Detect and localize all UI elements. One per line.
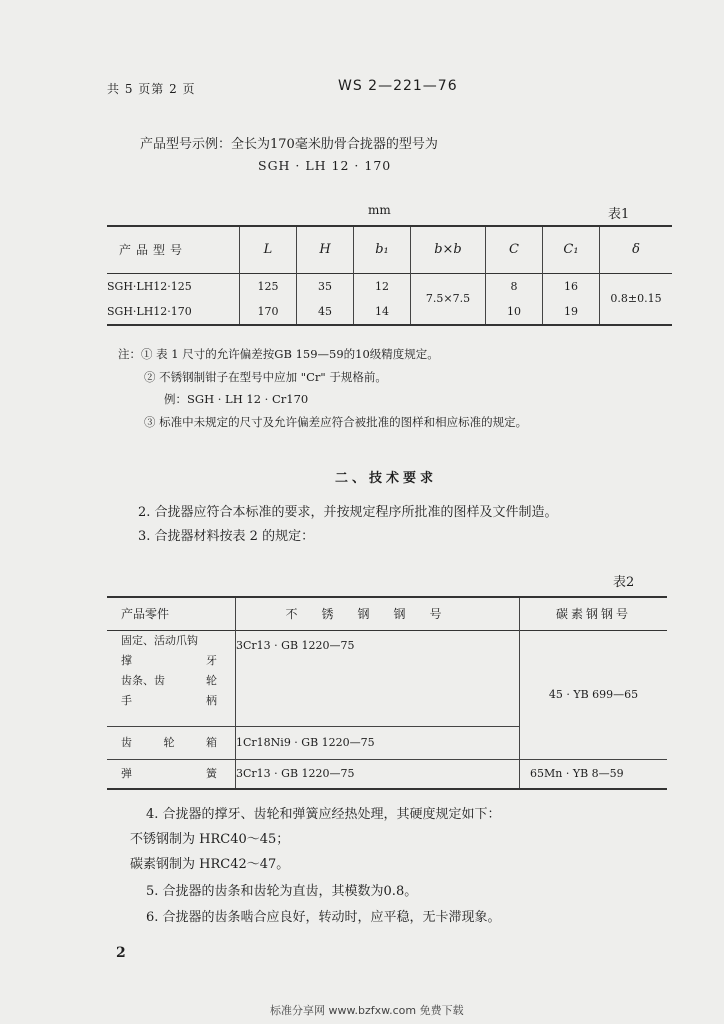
part-name: 齿 轮 箱	[121, 735, 217, 749]
note-2-example: 例：SGH · LH 12 · Cr170	[164, 392, 309, 406]
stainless-material: 3Cr13 · GB 1220—75	[236, 630, 520, 726]
part-name: 固定、活动爪钩	[121, 633, 198, 647]
note-2: ② 不锈钢制钳子在型号中应加 "Cr" 于规格前。	[144, 370, 387, 384]
table2-header	[107, 597, 236, 630]
table-row	[107, 630, 667, 726]
page-count: 共 5 页第 2 页	[107, 82, 196, 96]
hardness-stainless: 不锈钢制为 HRC40～45；	[130, 832, 290, 847]
part-name: 撑 牙	[121, 653, 217, 667]
table2	[107, 596, 667, 790]
clause-5: 5. 合拢器的齿条和齿轮为直齿，其模数为0.8。	[146, 884, 418, 899]
watermark: 标准分享网 www.bzfxw.com 免费下载	[270, 1004, 464, 1017]
clause-6: 6. 合拢器的齿条啮合应良好，转动时，应平稳，无卡滞现象。	[146, 910, 501, 925]
table-cell: 125	[240, 273, 297, 299]
table-cell: 14	[354, 299, 411, 325]
table1-header: b₁	[354, 226, 411, 273]
clause-4: 4. 合拢器的撑牙、齿轮和弹簧应经热处理，其硬度规定如下：	[146, 807, 501, 822]
model-example-code: SGH · LH 12 · 170	[258, 158, 392, 173]
table1-unit: mm	[368, 203, 391, 217]
stainless-material: 1Cr18Ni9 · GB 1220—75	[236, 726, 520, 759]
table2-header: 碳素钢钢号	[520, 597, 668, 630]
note-1: 注：① 表 1 尺寸的允许偏差按GB 159—59的10级精度规定。	[118, 347, 439, 361]
table1-header: L	[240, 226, 297, 273]
section-heading: 二、技术要求	[335, 471, 438, 486]
spread-text: 产品零件	[121, 606, 170, 621]
clause-2: 2. 合拢器应符合本标准的要求，并按规定程序所批准的图样及文件制造。	[138, 505, 558, 520]
part-list	[107, 630, 236, 726]
table-cell: SGH·LH12·170	[107, 305, 192, 318]
table-cell: 16	[543, 273, 600, 299]
page-number: 2	[116, 945, 126, 961]
table1-header-row	[107, 226, 672, 273]
model-example-text: 产品型号示例：全长为170毫米肋骨合拢器的型号为	[140, 137, 438, 152]
table1-caption: 表1	[608, 207, 630, 222]
clause-3: 3. 合拢器材料按表 2 的规定：	[138, 529, 315, 544]
table2-header: 不锈钢钢号	[236, 597, 520, 630]
carbon-material: 65Mn · YB 8—59	[520, 759, 668, 789]
table-cell: 45	[297, 299, 354, 325]
table-cell: 8	[486, 273, 543, 299]
table-cell: 35	[297, 273, 354, 299]
table1-header: δ	[600, 226, 673, 273]
part-name: 手 柄	[121, 693, 217, 707]
table1-header: C₁	[543, 226, 600, 273]
table2-header-row	[107, 597, 667, 630]
part-name: 齿条、齿 轮	[121, 673, 217, 687]
table1-header: 产品型号	[119, 243, 188, 258]
table-cell-merged: 0.8±0.15	[600, 273, 673, 325]
stainless-material: 3Cr13 · GB 1220—75	[236, 759, 520, 789]
standard-code: WS 2—221—76	[338, 78, 458, 94]
table-cell: 170	[240, 299, 297, 325]
table1-header: H	[297, 226, 354, 273]
table-cell: SGH·LH12·125	[107, 279, 192, 293]
hardness-carbon: 碳素钢制为 HRC42～47。	[130, 857, 290, 872]
table-cell: 10	[486, 299, 543, 325]
part-name: 弹 簧	[121, 766, 217, 780]
table-row	[107, 273, 672, 299]
table-row	[107, 759, 667, 789]
table-cell: 19	[543, 299, 600, 325]
table-row	[107, 299, 672, 325]
table1-header: b×b	[411, 226, 486, 273]
carbon-material: 45 · YB 699—65	[520, 630, 668, 759]
table-cell: 12	[354, 273, 411, 299]
table2-caption: 表2	[613, 575, 635, 590]
note-3: ③ 标准中未规定的尺寸及允许偏差应符合被批准的图样和相应标准的规定。	[144, 415, 528, 429]
table-cell-merged: 7.5×7.5	[411, 273, 486, 325]
table1-header: C	[486, 226, 543, 273]
table1	[107, 225, 672, 326]
